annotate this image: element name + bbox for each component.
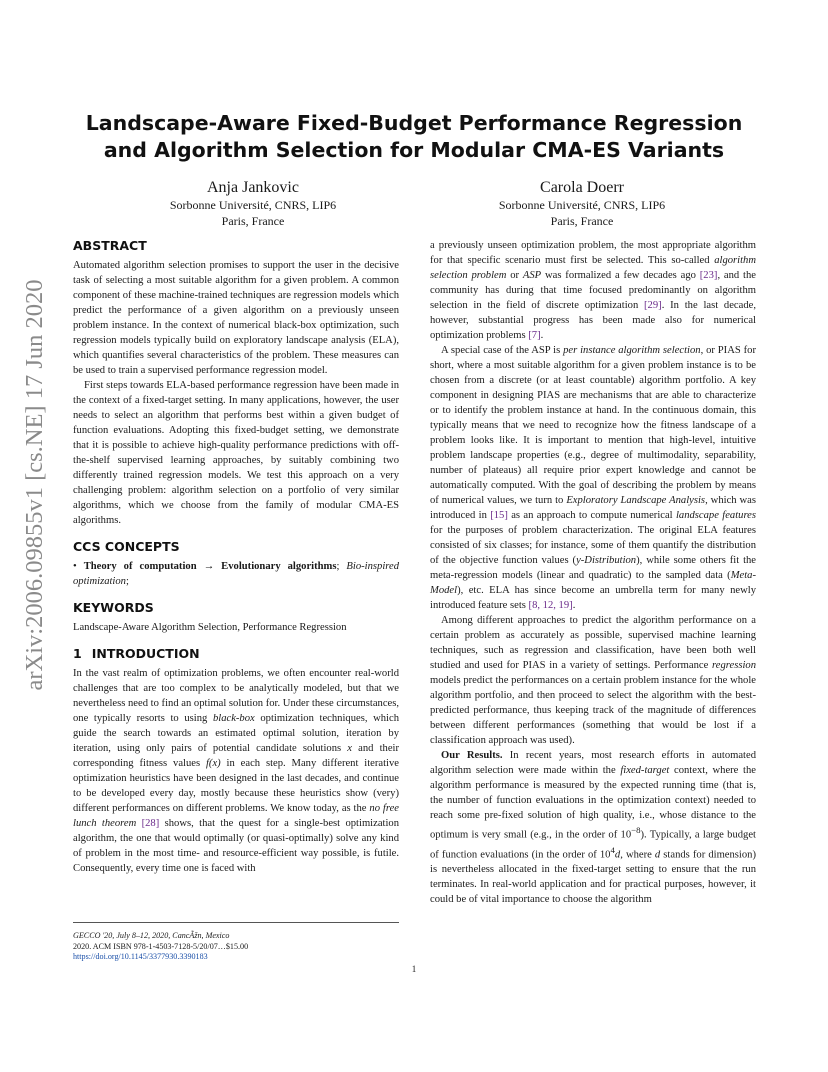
text-run: in each step. Many different iterative optimization heuristics have been designed in the last decades, and continue to be developed every day, mostly because these heuristics show (very) different performances on different problems. We know today, as the (73, 758, 399, 814)
math-x: x (347, 743, 352, 754)
text-run: was formalized a few decades ago (541, 270, 700, 281)
section-title: INTRODUCTION (91, 646, 200, 661)
author-location: Paris, France (550, 213, 614, 228)
citation-link[interactable]: [28] (141, 818, 160, 829)
arxiv-stamp-text: arXiv:2006.09855v1 [cs.NE] 17 Jun 2020 (21, 279, 48, 691)
text-run: models predict the performances on a certain problem instance for the whole algorithm portfolio, and then proceed to select the algorithm with the best-predicted performance, thus keeping track of the magnitude of differences between different performances (something that would be lost if a classification approach was used). (430, 675, 756, 746)
doi-link[interactable]: https://doi.org/10.1145/3377930.3390183 (73, 952, 208, 961)
text-run: , where (620, 849, 655, 861)
ccs-bold: Theory of computation → Evolutionary algorithms (83, 561, 337, 572)
isbn-info: 2020. ACM ISBN 978-1-4503-7128-5/20/07…$15.00 (73, 941, 249, 951)
italic-run: algorithm selection problem (430, 255, 756, 281)
conference-info: GECCO '20, July 8–12, 2020, CancÃžn, Mexico (73, 931, 230, 940)
title-line-2: and Algorithm Selection for Modular CMA-ES Variants (103, 138, 725, 162)
left-column (73, 238, 399, 876)
run-heading: Our Results. (441, 750, 503, 761)
superscript: −8 (631, 825, 641, 835)
author-1 (103, 178, 403, 229)
right-paragraph-3 (430, 613, 756, 748)
math-fx: f(x) (205, 758, 221, 769)
author-2 (432, 178, 732, 229)
keywords-heading: KEYWORDS (73, 600, 154, 615)
ccs-concepts (73, 559, 399, 589)
text-run: ), etc. ELA has since become an umbrella term for many newly introduced feature sets (430, 585, 756, 611)
ccs-bullet: • (73, 561, 77, 572)
page-number: 1 (411, 964, 417, 974)
text-run: context, where the algorithm performance is measured by the expected running time (that is, the number of function evaluations in the optimization context) needed to reach some pre-fixed solution of high quality, i.e., whose distance to the optimum is very small (e.g., in the order of 10 (430, 765, 756, 841)
text-run: , or PIAS for short, where a most suitable algorithm for a given problem instance is to be chosen from a discrete (or at least countable) algorithm portfolio. A key component in designing PIAS are mechanisms that are able to characterize or to identify the problem instance at hand. In the continuous domain, this typically means that we need to recognize how the fitness landscape of a problem looks like. It is important to mention that high-level, intuitive problem landscape properties (e.g., degree of multimodality, separability, number of plateaus) all require prior expert knowledge and cannot be automatically computed. With the goal of describing the problem by means of numerical values, we turn to (430, 345, 756, 506)
abstract-paragraph-2: First steps towards ELA-based performance regression have been made in the context of a fixed-target setting. In many applications, however, the user needs to select an algorithm that performs best within a given budget of function evaluations. Adopting this fixed-budget setting, we demonstrate that it is possible to achieve high-quality performance predictions with off-the-shelf supervised learning approaches, by suitably combining two differently trained regression models. We test this approach on a very challenging problem: algorithm selection on a portfolio of very similar algorithms, which we choose from the family of modular CMA-ES algorithms. (73, 380, 399, 526)
text-run: a previously unseen optimization problem, the most appropriate algorithm for that specific scenario must first be selected. This so-called (430, 240, 756, 266)
text-run: , which was introduced in (430, 495, 756, 521)
author-name: Carola Doerr (540, 179, 624, 196)
arxiv-stamp (12, 279, 58, 691)
italic-run: ASP (522, 270, 542, 281)
ccs-sep: ; (336, 561, 347, 572)
title-line-1: Landscape-Aware Fixed-Budget Performance Regression (85, 111, 743, 135)
text-run: stands for dimension) is nevertheless allocated in the fixed-target setting to ensure that the run terminates. In real-world application and for practical purposes, however, it could be of vital importance to choose the algorithm (430, 849, 756, 906)
text-run: In recent years, most research efforts in automated algorithm selection were made within the (430, 750, 756, 776)
ccs-end: ; (125, 576, 129, 587)
citation-link[interactable]: [8, 12, 19] (528, 600, 573, 611)
italic-run: landscape features (675, 510, 756, 521)
text-run: as an approach to compute numerical (507, 510, 676, 521)
italic-run: regression (712, 660, 756, 671)
right-column (430, 238, 756, 907)
intro-heading (73, 646, 399, 662)
italic-run: y-Distribution (576, 555, 637, 566)
author-name: Anja Jankovic (207, 179, 299, 196)
ccs-heading: CCS CONCEPTS (73, 539, 180, 554)
text-run: ), while some others fit the meta-regression models (linear and quadratic) to the sampled data ( (430, 555, 757, 581)
citation-link[interactable]: [23] (699, 270, 718, 281)
italic-run: per instance algorithm selection (563, 345, 701, 356)
citation-link[interactable]: [15] (490, 510, 508, 521)
intro-paragraph (73, 666, 399, 876)
keywords-text: Landscape-Aware Algorithm Selection, Performance Regression (73, 622, 347, 633)
math-d: d (614, 849, 621, 861)
text-run: for the purposes of problem characterization. The original ELA features consisted of six classes; for instance, some of them quantify the distribution of the objective function values ( (430, 525, 756, 566)
text-run: optimization techniques, which guide the search towards an estimated optimal solution, iteration by iteration, using only pairs of potential candidate solutions (73, 713, 399, 754)
abstract-paragraph-1: Automated algorithm selection promises to support the user in the decisive task of selecting a most suitable algorithm for a given problem. A common component of these machine-trained techniques are regression models which predict the performance of a given algorithm on a previously unseen problem instance. In the context of numerical black-box optimization, such regression models typically build on exploratory landscape analysis (ELA), which quantifies several characteristics of the problem. These measures can be used to train a supervised performance regression model. (73, 260, 399, 376)
text-run: , and the community has during that time focused predominantly on algorithm selection in the field of discrete optimization (430, 270, 756, 311)
italic-run: Exploratory Landscape Analysis (566, 495, 706, 506)
text-run: . In the last decade, however, substantial progress has been made also for numerical optimization problems (430, 300, 756, 341)
paper-title (72, 110, 756, 164)
text-run: ). Typically, a large budget of function evaluations (in the order of 10 (430, 829, 756, 861)
text-run: . (572, 600, 576, 611)
text-run: and their corresponding fitness values (73, 743, 399, 769)
superscript: 4 (610, 844, 615, 855)
abstract-heading: ABSTRACT (73, 238, 147, 253)
author-affiliation: Sorbonne Université, CNRS, LIP6 (169, 198, 337, 212)
italic-run: black-box (212, 713, 255, 724)
ccs-italic: Bio-inspired optimization (73, 561, 399, 587)
section-number: 1 (73, 646, 82, 661)
right-paragraph-4 (430, 748, 756, 907)
text-run: . (540, 330, 544, 341)
italic-run: Meta-Model (430, 570, 756, 596)
text-run: In the vast realm of optimization problems, we often encounter real-world challenges that are too complex to be analytically modeled, but that we nevertheless need to find an optimal solution for. Under these circumstances, one typically resorts to using (73, 668, 399, 724)
math-d: d (654, 849, 661, 861)
italic-run: fixed-target (620, 765, 670, 776)
text-run: shows, that the quest for a single-best optimization algorithm, the one that would optimally (or quasi-optimally) solve any kind of problem in the most time- and resource-efficient way possible, is futile. Consequently, every time one is faced with (73, 818, 400, 874)
author-location: Paris, France (221, 213, 285, 228)
italic-run: no free lunch theorem (73, 803, 399, 829)
text-run: A special case of the ASP is (441, 345, 564, 356)
author-affiliation: Sorbonne Université, CNRS, LIP6 (498, 198, 666, 212)
citation-link[interactable]: [7] (528, 330, 541, 341)
citation-link[interactable]: [29] (644, 300, 662, 311)
footnote (73, 922, 399, 963)
right-paragraph-1 (430, 238, 756, 343)
text-run: or (506, 270, 523, 281)
right-paragraph-2 (430, 343, 756, 613)
text-run: Among different approaches to predict the algorithm performance on a certain problem as accurately as possible, supervised machine learning techniques, such as regression and classification, have been both well studied and used for PIAS in a variety of settings. Performance (430, 615, 756, 671)
